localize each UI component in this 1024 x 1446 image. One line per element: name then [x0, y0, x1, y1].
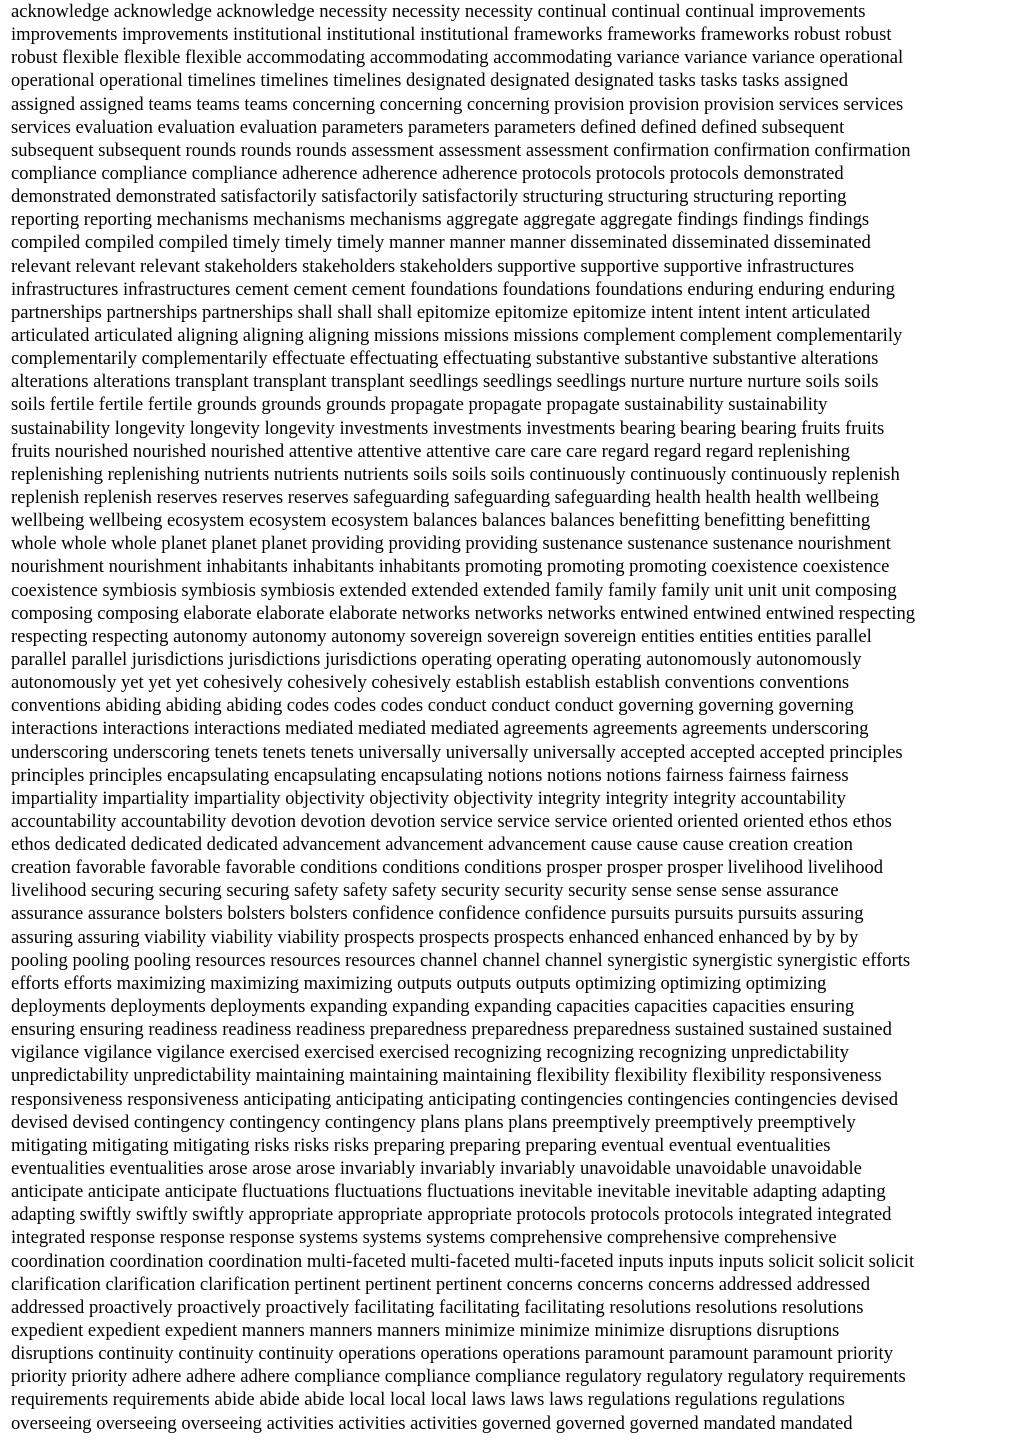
- text-line: improvements improvements institutional institutional institutional frameworks frameworks frameworks robust robust: [11, 24, 892, 46]
- text-line: subsequent subsequent rounds rounds rounds assessment assessment assessment confirmation confirmation confirmation: [11, 139, 911, 161]
- text-line: priority priority adhere adhere adhere compliance compliance compliance regulatory regulatory regulatory requirements: [11, 1366, 906, 1388]
- text-line: partnerships partnerships partnerships shall shall shall epitomize epitomize epitomize intent intent intent articulated: [11, 301, 871, 323]
- text-line: vigilance vigilance vigilance exercised exercised exercised recognizing recognizing recognizing unpredictability: [11, 1042, 849, 1064]
- text-line: wellbeing wellbeing ecosystem ecosystem ecosystem balances balances balances benefitting benefitting benefitting: [11, 510, 871, 532]
- text-line: composing composing elaborate elaborate elaborate networks networks networks entwined entwined entwined respecting: [11, 602, 916, 624]
- text-line: relevant relevant relevant stakeholders stakeholders stakeholders supportive supportive supportive infrastructures: [11, 255, 855, 277]
- text-line: ensuring ensuring readiness readiness readiness preparedness preparedness preparedness sustained sustained sustained: [11, 1019, 892, 1041]
- text-line: articulated articulated aligning aligning aligning missions missions missions complement complement complementarily: [11, 324, 903, 346]
- text-line: coexistence symbiosis symbiosis symbiosis extended extended extended family family family unit unit unit composing: [11, 579, 897, 601]
- text-line: addressed proactively proactively proactively facilitating facilitating facilitating resolutions resolutions resolutions: [11, 1296, 864, 1318]
- text-line: replenishing replenishing nutrients nutrients nutrients soils soils soils continuously continuously continuously replenish: [11, 463, 900, 485]
- text-line: parallel parallel jurisdictions jurisdictions jurisdictions operating operating operating autonomously autonomously: [11, 648, 862, 670]
- text-line: interactions interactions interactions mediated mediated mediated agreements agreements agreements underscoring: [11, 718, 869, 740]
- text-line: acknowledge acknowledge acknowledge necessity necessity necessity continual continual continual improvements: [11, 1, 866, 22]
- text-line: principles principles encapsulating encapsulating encapsulating notions notions notions fairness fairness fairness: [11, 764, 849, 786]
- text-line: pooling pooling pooling resources resources resources channel channel channel synergistic synergistic synergistic efforts: [11, 949, 911, 971]
- text-line: compiled compiled compiled timely timely timely manner manner manner disseminated disseminated disseminated: [11, 232, 871, 254]
- text-line: unpredictability unpredictability maintaining maintaining maintaining flexibility flexibility flexibility responsiveness: [11, 1065, 882, 1087]
- text-line: fruits nourished nourished nourished attentive attentive attentive care care care regard regard regard replenishing: [11, 440, 850, 462]
- text-line: whole whole whole planet planet planet providing providing providing sustenance sustenance sustenance nourishment: [11, 533, 891, 555]
- text-line: creation favorable favorable favorable conditions conditions conditions prosper prosper prosper livelihood livelihood: [11, 857, 884, 879]
- text-line: sustainability longevity longevity longevity investments investments investments bearing bearing bearing fruits fruits: [11, 417, 885, 439]
- text-line: accountability accountability devotion devotion devotion service service service oriented oriented oriented ethos ethos: [11, 810, 892, 832]
- text-line: reporting reporting mechanisms mechanisms mechanisms aggregate aggregate aggregate findings findings findings: [11, 209, 870, 231]
- text-line: compliance compliance compliance adherence adherence adherence protocols protocols protocols demonstrated: [11, 162, 844, 184]
- text-line: adapting swiftly swiftly swiftly appropriate appropriate appropriate protocols protocols protocols integrated integrated: [11, 1204, 892, 1226]
- text-line: operational operational timelines timelines timelines designated designated designated tasks tasks tasks assigned: [11, 70, 849, 92]
- text-line: disruptions continuity continuity continuity operations operations operations paramount paramount paramount priority: [11, 1343, 894, 1365]
- text-line: assuring assuring viability viability viability prospects prospects prospects enhanced enhanced enhanced by by by: [11, 926, 859, 948]
- text-line: nourishment nourishment inhabitants inhabitants inhabitants promoting promoting promoting coexistence coexistence: [11, 556, 890, 578]
- text-line: soils fertile fertile fertile grounds grounds grounds propagate propagate propagate sustainability sustainability: [11, 394, 828, 416]
- text-line: mitigating mitigating mitigating risks risks risks preparing preparing preparing eventual eventual eventualities: [11, 1134, 831, 1156]
- text-line: efforts efforts maximizing maximizing maximizing outputs outputs outputs optimizing optimizing optimizing: [11, 972, 827, 994]
- text-line: assigned assigned teams teams teams concerning concerning concerning provision provision provision services services: [11, 93, 904, 115]
- text-line: livelihood securing securing securing safety safety safety security security security sense sense sense assurance: [11, 880, 839, 902]
- text-line: devised devised contingency contingency contingency plans plans plans preemptively preemptively preemptively: [11, 1111, 856, 1133]
- text-line: alterations alterations transplant transplant transplant seedlings seedlings seedlings nurture nurture nurture soils soils: [11, 371, 879, 393]
- text-line: overseeing overseeing overseeing activities activities activities governed governed governed mandated mandated: [11, 1412, 853, 1434]
- text-line: assurance assurance bolsters bolsters bolsters confidence confidence confidence pursuits pursuits pursuits assuring: [11, 903, 864, 925]
- text-line: services evaluation evaluation evaluation parameters parameters parameters defined defined defined subsequent: [11, 116, 845, 138]
- body-text: [11, 0, 1014, 1435]
- text-line: responsiveness responsiveness anticipating anticipating anticipating contingencies contingencies contingencies devised: [11, 1088, 899, 1110]
- text-line: demonstrated demonstrated satisfactorily satisfactorily satisfactorily structuring structuring structuring reporting: [11, 186, 847, 208]
- text-line: robust flexible flexible flexible accommodating accommodating accommodating variance variance variance operational: [11, 47, 904, 69]
- text-line: autonomously yet yet yet cohesively cohesively cohesively establish establish establish conventions conventions: [11, 672, 850, 694]
- text-line: requirements requirements abide abide abide local local local laws laws laws regulations regulations regulations: [11, 1389, 845, 1411]
- text-line: clarification clarification clarification pertinent pertinent pertinent concerns concerns concerns addressed addressed: [11, 1273, 871, 1295]
- text-line: deployments deployments deployments expanding expanding expanding capacities capacities capacities ensuring: [11, 996, 855, 1018]
- text-line: replenish replenish reserves reserves reserves safeguarding safeguarding safeguarding health health health wellbeing: [11, 486, 879, 508]
- text-line: complementarily complementarily effectuate effectuating effectuating substantive substantive substantive alterations: [11, 348, 879, 370]
- text-line: expedient expedient expedient manners manners manners minimize minimize minimize disruptions disruptions: [11, 1320, 840, 1342]
- text-line: conventions abiding abiding abiding codes codes codes conduct conduct conduct governing governing governing: [11, 695, 854, 717]
- text-line: anticipate anticipate anticipate fluctuations fluctuations fluctuations inevitable inevitable inevitable adapting adapting: [11, 1181, 886, 1203]
- text-line: impartiality impartiality impartiality objectivity objectivity objectivity integrity integrity integrity accountability: [11, 787, 846, 809]
- text-line: respecting respecting autonomy autonomy autonomy sovereign sovereign sovereign entities entities entities parallel: [11, 625, 872, 647]
- text-line: infrastructures infrastructures cement cement cement foundations foundations foundations enduring enduring enduring: [11, 278, 895, 300]
- text-line: eventualities eventualities arose arose arose invariably invariably invariably unavoidable unavoidable unavoidable: [11, 1158, 862, 1180]
- text-line: ethos dedicated dedicated dedicated advancement advancement advancement cause cause cause creation creation: [11, 834, 853, 856]
- text-line: coordination coordination coordination multi-faceted multi-faceted multi-faceted inputs inputs inputs solicit solicit solicit: [11, 1250, 915, 1272]
- text-line: underscoring underscoring tenets tenets tenets universally universally universally accepted accepted accepted principles: [11, 741, 903, 763]
- text-line: integrated response response response systems systems systems comprehensive comprehensive comprehensive: [11, 1227, 837, 1249]
